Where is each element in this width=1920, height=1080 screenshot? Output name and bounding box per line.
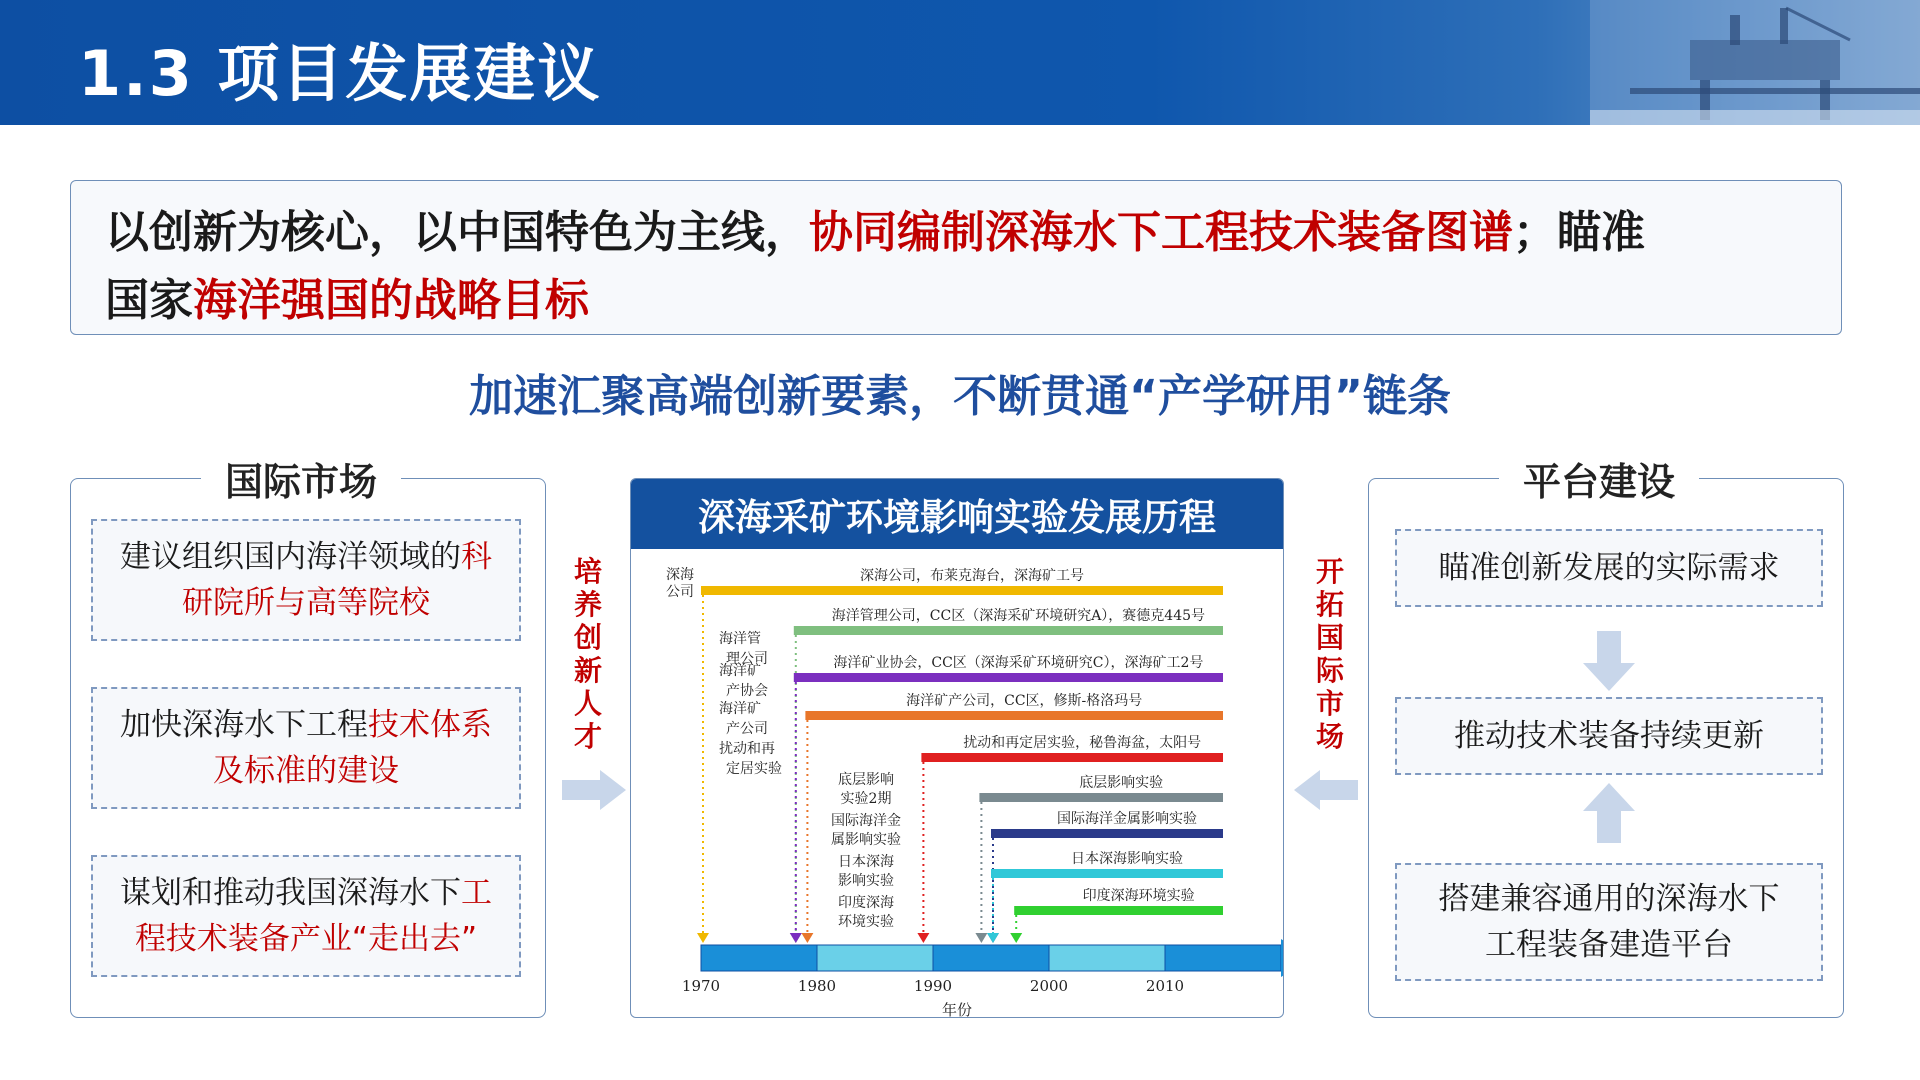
left-item-1 bbox=[91, 519, 521, 641]
drop-arrow bbox=[987, 933, 999, 943]
timeline-bar bbox=[979, 793, 1223, 802]
panel-platform-building bbox=[1368, 460, 1844, 1018]
mid-label-cont: 实验2期 bbox=[840, 791, 892, 807]
vertical-label-talent: 培 养 创 新 人 才 bbox=[573, 555, 602, 753]
axis-segment bbox=[1049, 945, 1165, 971]
mid-label: 印度深海 bbox=[838, 895, 894, 911]
timeline-bar bbox=[805, 711, 1223, 720]
left-label: 海洋管 bbox=[719, 631, 761, 647]
right-item-2 bbox=[1395, 697, 1823, 775]
arrow-left-icon bbox=[1290, 768, 1360, 812]
right-item-3-text: 搭建兼容通用的深海水下工程装备建造平台 bbox=[1438, 881, 1780, 963]
right-item-2-text: 推动技术装备持续更新 bbox=[1454, 718, 1764, 754]
mid-label: 国际海洋金 bbox=[831, 813, 901, 829]
right-item-1 bbox=[1395, 529, 1823, 607]
left-item-3-text: 谋划和推动我国深海水下 bbox=[120, 875, 461, 911]
left-item-2-text: 加快深海水下工程 bbox=[120, 707, 368, 743]
bar-label: 海洋矿产公司，CC区，修斯-格洛玛号 bbox=[906, 693, 1143, 709]
arrow-down-icon bbox=[1579, 629, 1639, 693]
left-item-2 bbox=[91, 687, 521, 809]
timeline-bar bbox=[1014, 906, 1223, 915]
intro-highlight-1: 协同编制深海水下工程技术装备图谱 bbox=[809, 207, 1513, 258]
timeline-chart bbox=[631, 549, 1283, 1017]
bar-label: 海洋矿业协会，CC区（深海采矿环境研究C），深海矿工2号 bbox=[833, 655, 1204, 671]
timeline-bar bbox=[794, 673, 1223, 682]
left-label-cont: 产公司 bbox=[726, 721, 768, 737]
subheading: 加速汇聚高端创新要素，不断贯通“产学研用”链条 bbox=[469, 371, 1451, 422]
timeline-bar bbox=[991, 829, 1223, 838]
axis-tick-label: 1980 bbox=[797, 977, 837, 995]
chart-title: 深海采矿环境影响实验发展历程 bbox=[631, 479, 1283, 549]
left-label-cont: 产协会 bbox=[726, 683, 768, 699]
page-title: 1.3 项目发展建议 bbox=[78, 37, 602, 110]
axis-segment bbox=[933, 945, 1049, 971]
bar-label: 印度深海环境实验 bbox=[1082, 888, 1195, 904]
bar-label: 深海公司，布莱克海台，深海矿工号 bbox=[860, 568, 1084, 584]
panel-international-market bbox=[70, 460, 546, 1018]
left-item-3 bbox=[91, 855, 521, 977]
bar-label: 日本深海影响实验 bbox=[1071, 851, 1183, 867]
timeline-bar bbox=[991, 869, 1223, 878]
drop-arrow bbox=[1010, 933, 1022, 943]
intro-part-1: 以创新为核心，以中国特色为主线， bbox=[105, 207, 809, 258]
intro-part-3: 国家 bbox=[105, 275, 193, 326]
bar-label: 国际海洋金属影响实验 bbox=[1057, 811, 1197, 827]
bar-label: 底层影响实验 bbox=[1079, 775, 1164, 791]
drop-arrow bbox=[801, 933, 813, 943]
left-label-cont: 公司 bbox=[666, 584, 694, 600]
left-label: 深海 bbox=[666, 567, 694, 583]
left-label-cont: 理公司 bbox=[726, 651, 768, 667]
arrow-right-icon bbox=[560, 768, 630, 812]
left-item-1-highlight: 科 bbox=[461, 539, 492, 575]
offshore-platform-image bbox=[1590, 0, 1920, 125]
intro-highlight-2: 海洋强国的战略目标 bbox=[193, 275, 589, 326]
intro-part-2: ；瞄准 bbox=[1513, 207, 1645, 258]
left-item-3-highlight-2: 程技术装备产业“走出去” bbox=[134, 921, 478, 957]
drop-arrow bbox=[917, 933, 929, 943]
bar-label: 海洋管理公司，CC区（深海采矿环境研究A），赛德克445号 bbox=[831, 608, 1206, 624]
arrow-up-icon bbox=[1579, 781, 1639, 845]
axis-tick-label: 2000 bbox=[1029, 977, 1069, 995]
mid-label-cont: 影响实验 bbox=[838, 873, 894, 889]
right-item-3 bbox=[1395, 863, 1823, 981]
left-item-1-highlight-2: 研院所与高等院校 bbox=[182, 585, 430, 621]
axis-segment bbox=[701, 945, 817, 971]
axis-tick-label: 1970 bbox=[681, 977, 721, 995]
left-item-2-highlight-2: 及标准的建设 bbox=[213, 753, 399, 789]
mid-label: 日本深海 bbox=[838, 854, 894, 870]
panel-title-right: 平台建设 bbox=[1499, 451, 1699, 506]
timeline-bar bbox=[794, 626, 1223, 635]
chart-panel bbox=[630, 478, 1284, 1018]
intro-box bbox=[70, 180, 1842, 335]
intro-text bbox=[105, 199, 1807, 335]
axis-tick-label: 2010 bbox=[1145, 977, 1185, 995]
left-label: 扰动和再 bbox=[719, 741, 775, 757]
timeline-bar bbox=[701, 586, 1223, 595]
axis-segment bbox=[817, 945, 933, 971]
drop-arrow bbox=[790, 933, 802, 943]
mid-label: 底层影响 bbox=[838, 772, 894, 788]
axis-segment bbox=[1165, 945, 1281, 971]
vertical-label-market: 开 拓 国 际 市 场 bbox=[1315, 555, 1344, 753]
mid-label-cont: 属影响实验 bbox=[831, 832, 901, 848]
panel-title-left: 国际市场 bbox=[201, 451, 401, 506]
left-item-1-text: 建议组织国内海洋领域的 bbox=[120, 539, 461, 575]
drop-arrow bbox=[697, 933, 709, 943]
bar-label: 扰动和再定居实验，秘鲁海盆，太阳号 bbox=[963, 735, 1202, 751]
header-bar bbox=[0, 0, 1920, 125]
left-label: 海洋矿 bbox=[719, 701, 761, 717]
left-item-3-highlight: 工 bbox=[461, 875, 492, 911]
axis-arrow-icon bbox=[1281, 939, 1283, 977]
right-item-1-text: 瞄准创新发展的实际需求 bbox=[1438, 550, 1780, 586]
axis-tick-label: 1990 bbox=[913, 977, 953, 995]
mid-label-cont: 环境实验 bbox=[838, 914, 894, 930]
drop-arrow bbox=[975, 933, 987, 943]
left-item-2-highlight: 技术体系 bbox=[368, 707, 492, 743]
axis-title: 年份 bbox=[941, 1001, 973, 1017]
left-label-cont: 定居实验 bbox=[726, 761, 782, 777]
left-label: 海洋矿 bbox=[719, 663, 761, 679]
timeline-bar bbox=[921, 753, 1223, 762]
